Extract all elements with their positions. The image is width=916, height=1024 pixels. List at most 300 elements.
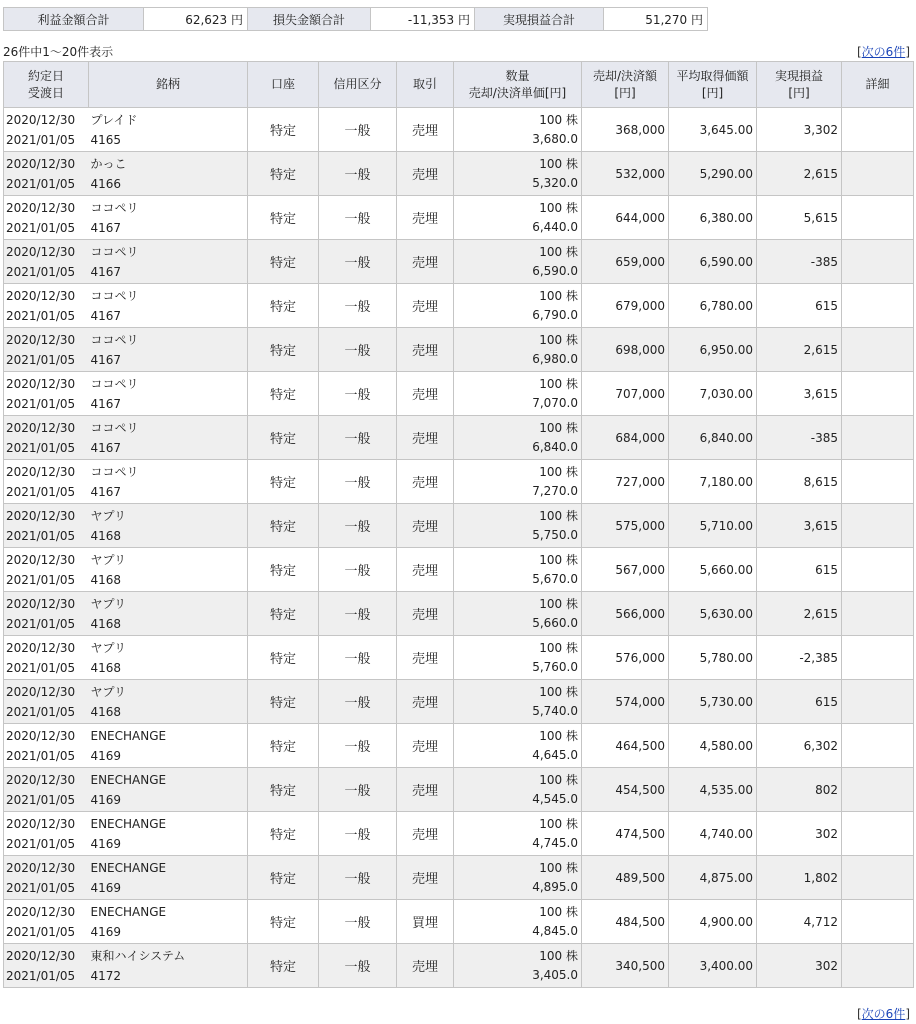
date-cell bbox=[4, 284, 89, 328]
detail-cell bbox=[842, 900, 914, 944]
symbol-cell bbox=[89, 636, 248, 680]
next-page-link-bottom[interactable]: 次の6件 bbox=[861, 1007, 906, 1021]
table-row bbox=[4, 680, 914, 724]
amount-cell: 679,000 bbox=[582, 284, 669, 328]
credit-cell: 一般 bbox=[319, 372, 397, 416]
credit-cell: 一般 bbox=[319, 812, 397, 856]
symbol-cell bbox=[89, 152, 248, 196]
settle-date: 2021/01/05 bbox=[6, 176, 76, 191]
stock-code: 4168 bbox=[90, 572, 122, 587]
average-cost-cell: 6,780.00 bbox=[669, 284, 757, 328]
quantity: 100 株 bbox=[539, 684, 578, 699]
realized-pl-cell: 2,615 bbox=[757, 152, 842, 196]
amount-cell: 474,500 bbox=[582, 812, 669, 856]
trade-date: 2020/12/30 bbox=[6, 464, 76, 479]
date-cell bbox=[4, 196, 89, 240]
quantity-cell bbox=[454, 680, 582, 724]
trade-type-cell: 売埋 bbox=[397, 152, 454, 196]
account-cell: 特定 bbox=[248, 240, 319, 284]
settle-date: 2021/01/05 bbox=[6, 968, 76, 983]
account-cell: 特定 bbox=[248, 284, 319, 328]
detail-cell bbox=[842, 636, 914, 680]
average-cost-cell: 4,875.00 bbox=[669, 856, 757, 900]
realized-pl-cell: 1,802 bbox=[757, 856, 842, 900]
settle-date: 2021/01/05 bbox=[6, 792, 76, 807]
settle-date: 2021/01/05 bbox=[6, 748, 76, 763]
stock-code: 4168 bbox=[90, 616, 122, 631]
trade-type-cell: 売埋 bbox=[397, 636, 454, 680]
stock-code: 4165 bbox=[90, 132, 122, 147]
average-cost-cell: 5,710.00 bbox=[669, 504, 757, 548]
table-row bbox=[4, 108, 914, 152]
table-header-row bbox=[4, 62, 914, 108]
detail-cell bbox=[842, 944, 914, 988]
credit-cell: 一般 bbox=[319, 416, 397, 460]
average-cost-cell: 4,535.00 bbox=[669, 768, 757, 812]
average-cost-cell: 5,290.00 bbox=[669, 152, 757, 196]
table-row bbox=[4, 240, 914, 284]
quantity-cell bbox=[454, 152, 582, 196]
detail-cell bbox=[842, 240, 914, 284]
credit-cell: 一般 bbox=[319, 152, 397, 196]
symbol-cell bbox=[89, 724, 248, 768]
detail-cell bbox=[842, 416, 914, 460]
date-cell bbox=[4, 592, 89, 636]
settle-price: 6,790.0 bbox=[532, 307, 578, 322]
settle-date: 2021/01/05 bbox=[6, 308, 76, 323]
stock-code: 4168 bbox=[90, 704, 122, 719]
credit-cell: 一般 bbox=[319, 548, 397, 592]
amount-cell: 464,500 bbox=[582, 724, 669, 768]
realized-pl-cell: -385 bbox=[757, 416, 842, 460]
stock-code: 4169 bbox=[90, 748, 122, 763]
quantity: 100 株 bbox=[539, 288, 578, 303]
average-cost-cell: 6,950.00 bbox=[669, 328, 757, 372]
quantity-cell bbox=[454, 548, 582, 592]
detail-cell bbox=[842, 548, 914, 592]
header-amount: 売却/決済額 [円] bbox=[582, 62, 669, 108]
stock-code: 4167 bbox=[90, 352, 122, 367]
stock-code: 4167 bbox=[90, 440, 122, 455]
trade-type-cell: 売埋 bbox=[397, 548, 454, 592]
quantity: 100 株 bbox=[539, 200, 578, 215]
header-account: 口座 bbox=[248, 62, 319, 108]
realized-pl-cell: 615 bbox=[757, 548, 842, 592]
amount-cell: 340,500 bbox=[582, 944, 669, 988]
settle-date: 2021/01/05 bbox=[6, 836, 76, 851]
date-cell bbox=[4, 724, 89, 768]
stock-code: 4167 bbox=[90, 220, 122, 235]
average-cost-cell: 4,740.00 bbox=[669, 812, 757, 856]
stock-name: ココペリ bbox=[90, 464, 139, 479]
loss-total-label: 損失金額合計 bbox=[248, 8, 371, 31]
quantity: 100 株 bbox=[539, 112, 578, 127]
stock-name: ENECHANGE bbox=[90, 860, 167, 875]
settle-date: 2021/01/05 bbox=[6, 220, 76, 235]
stock-name: ココペリ bbox=[90, 200, 139, 215]
amount-cell: 575,000 bbox=[582, 504, 669, 548]
quantity: 100 株 bbox=[539, 816, 578, 831]
quantity: 100 株 bbox=[539, 244, 578, 259]
trade-date: 2020/12/30 bbox=[6, 112, 76, 127]
stock-code: 4172 bbox=[90, 968, 122, 983]
stock-name: ヤプリ bbox=[90, 684, 127, 699]
stock-name: プレイド bbox=[90, 112, 138, 127]
stock-name: ENECHANGE bbox=[90, 772, 167, 787]
table-row bbox=[4, 284, 914, 328]
realized-pl-cell: 4,712 bbox=[757, 900, 842, 944]
settle-price: 3,680.0 bbox=[532, 131, 578, 146]
quantity-cell bbox=[454, 812, 582, 856]
settle-price: 4,645.0 bbox=[532, 747, 578, 762]
average-cost-cell: 4,580.00 bbox=[669, 724, 757, 768]
realized-pl-cell: 3,302 bbox=[757, 108, 842, 152]
account-cell: 特定 bbox=[248, 944, 319, 988]
stock-code: 4169 bbox=[90, 792, 122, 807]
realized-pl-cell: 2,615 bbox=[757, 592, 842, 636]
date-cell bbox=[4, 812, 89, 856]
settle-date: 2021/01/05 bbox=[6, 352, 76, 367]
date-cell bbox=[4, 856, 89, 900]
trade-type-cell: 売埋 bbox=[397, 108, 454, 152]
average-cost-cell: 5,730.00 bbox=[669, 680, 757, 724]
trade-date: 2020/12/30 bbox=[6, 244, 76, 259]
symbol-cell bbox=[89, 680, 248, 724]
amount-cell: 698,000 bbox=[582, 328, 669, 372]
profit-total-value: 62,623 円 bbox=[144, 8, 248, 31]
account-cell: 特定 bbox=[248, 372, 319, 416]
credit-cell: 一般 bbox=[319, 240, 397, 284]
detail-cell bbox=[842, 108, 914, 152]
average-cost-cell: 6,590.00 bbox=[669, 240, 757, 284]
settle-price: 3,405.0 bbox=[532, 967, 578, 982]
quantity-cell bbox=[454, 636, 582, 680]
loss-total-value: -11,353 円 bbox=[371, 8, 475, 31]
trades-table bbox=[3, 61, 914, 988]
amount-cell: 368,000 bbox=[582, 108, 669, 152]
detail-cell bbox=[842, 812, 914, 856]
realized-pl-cell: 2,615 bbox=[757, 328, 842, 372]
credit-cell: 一般 bbox=[319, 196, 397, 240]
account-cell: 特定 bbox=[248, 504, 319, 548]
settle-price: 6,980.0 bbox=[532, 351, 578, 366]
quantity-cell bbox=[454, 724, 582, 768]
date-cell bbox=[4, 372, 89, 416]
table-row bbox=[4, 724, 914, 768]
average-cost-cell: 3,400.00 bbox=[669, 944, 757, 988]
table-row bbox=[4, 504, 914, 548]
realized-pl-cell: 6,302 bbox=[757, 724, 842, 768]
date-cell bbox=[4, 152, 89, 196]
date-cell bbox=[4, 768, 89, 812]
account-cell: 特定 bbox=[248, 548, 319, 592]
amount-cell: 576,000 bbox=[582, 636, 669, 680]
settle-price: 7,070.0 bbox=[532, 395, 578, 410]
quantity-cell bbox=[454, 416, 582, 460]
amount-cell: 489,500 bbox=[582, 856, 669, 900]
quantity: 100 株 bbox=[539, 156, 578, 171]
quantity-cell bbox=[454, 240, 582, 284]
table-row bbox=[4, 900, 914, 944]
account-cell: 特定 bbox=[248, 460, 319, 504]
table-row bbox=[4, 460, 914, 504]
trade-date: 2020/12/30 bbox=[6, 640, 76, 655]
amount-cell: 484,500 bbox=[582, 900, 669, 944]
trade-type-cell: 売埋 bbox=[397, 460, 454, 504]
detail-cell bbox=[842, 460, 914, 504]
quantity: 100 株 bbox=[539, 552, 578, 567]
detail-cell bbox=[842, 372, 914, 416]
date-cell bbox=[4, 504, 89, 548]
average-cost-cell: 5,660.00 bbox=[669, 548, 757, 592]
trade-date: 2020/12/30 bbox=[6, 948, 76, 963]
quantity-cell bbox=[454, 900, 582, 944]
table-row bbox=[4, 856, 914, 900]
symbol-cell bbox=[89, 196, 248, 240]
trade-type-cell: 売埋 bbox=[397, 724, 454, 768]
quantity: 100 株 bbox=[539, 464, 578, 479]
settle-date: 2021/01/05 bbox=[6, 264, 76, 279]
realized-total-label: 実現損益合計 bbox=[475, 8, 604, 31]
detail-cell bbox=[842, 328, 914, 372]
quantity: 100 株 bbox=[539, 596, 578, 611]
settle-date: 2021/01/05 bbox=[6, 880, 76, 895]
stock-name: ヤプリ bbox=[90, 596, 127, 611]
trade-date: 2020/12/30 bbox=[6, 772, 76, 787]
credit-cell: 一般 bbox=[319, 108, 397, 152]
detail-cell bbox=[842, 504, 914, 548]
detail-cell bbox=[842, 724, 914, 768]
stock-code: 4167 bbox=[90, 264, 122, 279]
realized-pl-cell: -2,385 bbox=[757, 636, 842, 680]
average-cost-cell: 7,180.00 bbox=[669, 460, 757, 504]
credit-cell: 一般 bbox=[319, 328, 397, 372]
credit-cell: 一般 bbox=[319, 636, 397, 680]
settle-price: 6,440.0 bbox=[532, 219, 578, 234]
result-count: 26件中1～20件表示 bbox=[3, 45, 114, 59]
account-cell: 特定 bbox=[248, 636, 319, 680]
stock-name: かっこ bbox=[90, 156, 127, 171]
average-cost-cell: 7,030.00 bbox=[669, 372, 757, 416]
amount-cell: 567,000 bbox=[582, 548, 669, 592]
average-cost-cell: 6,840.00 bbox=[669, 416, 757, 460]
header-quantity: 数量 売却/決済単価[円] bbox=[454, 62, 582, 108]
stock-code: 4169 bbox=[90, 880, 122, 895]
table-row bbox=[4, 548, 914, 592]
symbol-cell bbox=[89, 592, 248, 636]
settle-date: 2021/01/05 bbox=[6, 528, 76, 543]
stock-code: 4168 bbox=[90, 528, 122, 543]
account-cell: 特定 bbox=[248, 152, 319, 196]
quantity-cell bbox=[454, 372, 582, 416]
trade-type-cell: 売埋 bbox=[397, 944, 454, 988]
detail-cell bbox=[842, 768, 914, 812]
credit-cell: 一般 bbox=[319, 856, 397, 900]
quantity: 100 株 bbox=[539, 860, 578, 875]
quantity: 100 株 bbox=[539, 332, 578, 347]
quantity-cell bbox=[454, 460, 582, 504]
account-cell: 特定 bbox=[248, 592, 319, 636]
symbol-cell bbox=[89, 460, 248, 504]
stock-name: ENECHANGE bbox=[90, 904, 167, 919]
detail-cell bbox=[842, 680, 914, 724]
trade-date: 2020/12/30 bbox=[6, 332, 76, 347]
stock-code: 4169 bbox=[90, 924, 122, 939]
quantity: 100 株 bbox=[539, 948, 578, 963]
amount-cell: 532,000 bbox=[582, 152, 669, 196]
profit-total-label: 利益金額合計 bbox=[4, 8, 144, 31]
settle-price: 7,270.0 bbox=[532, 483, 578, 498]
quantity: 100 株 bbox=[539, 376, 578, 391]
table-row bbox=[4, 636, 914, 680]
detail-cell bbox=[842, 284, 914, 328]
settle-date: 2021/01/05 bbox=[6, 924, 76, 939]
settle-price: 6,590.0 bbox=[532, 263, 578, 278]
symbol-cell bbox=[89, 768, 248, 812]
credit-cell: 一般 bbox=[319, 460, 397, 504]
trade-date: 2020/12/30 bbox=[6, 156, 76, 171]
pagination-top: [次の6件] bbox=[856, 45, 910, 59]
stock-name: ENECHANGE bbox=[90, 728, 167, 743]
stock-code: 4166 bbox=[90, 176, 122, 191]
header-detail: 詳細 bbox=[842, 62, 914, 108]
date-cell bbox=[4, 416, 89, 460]
symbol-cell bbox=[89, 108, 248, 152]
quantity: 100 株 bbox=[539, 508, 578, 523]
stock-name: ココペリ bbox=[90, 420, 139, 435]
trade-date: 2020/12/30 bbox=[6, 376, 76, 391]
symbol-cell bbox=[89, 900, 248, 944]
stock-name: ヤプリ bbox=[90, 640, 127, 655]
summary-table bbox=[3, 7, 708, 31]
settle-price: 4,545.0 bbox=[532, 791, 578, 806]
quantity: 100 株 bbox=[539, 640, 578, 655]
settle-price: 5,660.0 bbox=[532, 615, 578, 630]
date-cell bbox=[4, 900, 89, 944]
symbol-cell bbox=[89, 812, 248, 856]
settle-price: 5,670.0 bbox=[532, 571, 578, 586]
account-cell: 特定 bbox=[248, 768, 319, 812]
average-cost-cell: 5,630.00 bbox=[669, 592, 757, 636]
quantity-cell bbox=[454, 504, 582, 548]
realized-pl-cell: 302 bbox=[757, 812, 842, 856]
settle-price: 5,760.0 bbox=[532, 659, 578, 674]
stock-code: 4167 bbox=[90, 484, 122, 499]
settle-price: 4,845.0 bbox=[532, 923, 578, 938]
credit-cell: 一般 bbox=[319, 592, 397, 636]
realized-pl-cell: 5,615 bbox=[757, 196, 842, 240]
amount-cell: 454,500 bbox=[582, 768, 669, 812]
stock-name: ココペリ bbox=[90, 332, 139, 347]
header-credit: 信用区分 bbox=[319, 62, 397, 108]
trade-type-cell: 買埋 bbox=[397, 900, 454, 944]
stock-name: ココペリ bbox=[90, 288, 139, 303]
amount-cell: 707,000 bbox=[582, 372, 669, 416]
trade-date: 2020/12/30 bbox=[6, 904, 76, 919]
credit-cell: 一般 bbox=[319, 944, 397, 988]
quantity: 100 株 bbox=[539, 728, 578, 743]
trade-date: 2020/12/30 bbox=[6, 728, 76, 743]
trade-date: 2020/12/30 bbox=[6, 816, 76, 831]
credit-cell: 一般 bbox=[319, 284, 397, 328]
quantity-cell bbox=[454, 108, 582, 152]
settle-date: 2021/01/05 bbox=[6, 440, 76, 455]
trade-type-cell: 売埋 bbox=[397, 768, 454, 812]
amount-cell: 574,000 bbox=[582, 680, 669, 724]
stock-code: 4169 bbox=[90, 836, 122, 851]
quantity-cell bbox=[454, 768, 582, 812]
table-row bbox=[4, 944, 914, 988]
account-cell: 特定 bbox=[248, 812, 319, 856]
trade-type-cell: 売埋 bbox=[397, 416, 454, 460]
quantity: 100 株 bbox=[539, 420, 578, 435]
trade-type-cell: 売埋 bbox=[397, 680, 454, 724]
trade-type-cell: 売埋 bbox=[397, 504, 454, 548]
table-row bbox=[4, 592, 914, 636]
account-cell: 特定 bbox=[248, 724, 319, 768]
quantity-cell bbox=[454, 856, 582, 900]
quantity: 100 株 bbox=[539, 904, 578, 919]
table-row bbox=[4, 328, 914, 372]
next-page-link[interactable]: 次の6件 bbox=[861, 45, 906, 59]
date-cell bbox=[4, 240, 89, 284]
account-cell: 特定 bbox=[248, 416, 319, 460]
date-cell bbox=[4, 460, 89, 504]
settle-price: 4,895.0 bbox=[532, 879, 578, 894]
settle-price: 5,320.0 bbox=[532, 175, 578, 190]
trade-date: 2020/12/30 bbox=[6, 552, 76, 567]
settle-date: 2021/01/05 bbox=[6, 704, 76, 719]
symbol-cell bbox=[89, 328, 248, 372]
account-cell: 特定 bbox=[248, 196, 319, 240]
trade-date: 2020/12/30 bbox=[6, 860, 76, 875]
average-cost-cell: 5,780.00 bbox=[669, 636, 757, 680]
credit-cell: 一般 bbox=[319, 900, 397, 944]
quantity-cell bbox=[454, 328, 582, 372]
trade-type-cell: 売埋 bbox=[397, 372, 454, 416]
detail-cell bbox=[842, 856, 914, 900]
account-cell: 特定 bbox=[248, 856, 319, 900]
realized-pl-cell: -385 bbox=[757, 240, 842, 284]
trade-date: 2020/12/30 bbox=[6, 508, 76, 523]
realized-pl-cell: 8,615 bbox=[757, 460, 842, 504]
stock-code: 4168 bbox=[90, 660, 122, 675]
date-cell bbox=[4, 328, 89, 372]
credit-cell: 一般 bbox=[319, 680, 397, 724]
quantity-cell bbox=[454, 592, 582, 636]
header-trade: 取引 bbox=[397, 62, 454, 108]
detail-cell bbox=[842, 592, 914, 636]
trade-type-cell: 売埋 bbox=[397, 284, 454, 328]
average-cost-cell: 4,900.00 bbox=[669, 900, 757, 944]
realized-pl-cell: 302 bbox=[757, 944, 842, 988]
header-average-cost: 平均取得価額 [円] bbox=[669, 62, 757, 108]
trade-date: 2020/12/30 bbox=[6, 288, 76, 303]
average-cost-cell: 6,380.00 bbox=[669, 196, 757, 240]
account-cell: 特定 bbox=[248, 328, 319, 372]
realized-pl-cell: 3,615 bbox=[757, 372, 842, 416]
amount-cell: 659,000 bbox=[582, 240, 669, 284]
credit-cell: 一般 bbox=[319, 768, 397, 812]
detail-cell bbox=[842, 152, 914, 196]
header-dates: 約定日 受渡日 bbox=[4, 62, 89, 108]
symbol-cell bbox=[89, 372, 248, 416]
settle-date: 2021/01/05 bbox=[6, 132, 76, 147]
settle-price: 5,740.0 bbox=[532, 703, 578, 718]
stock-name: ヤプリ bbox=[90, 552, 127, 567]
account-cell: 特定 bbox=[248, 108, 319, 152]
stock-name: ヤプリ bbox=[90, 508, 127, 523]
